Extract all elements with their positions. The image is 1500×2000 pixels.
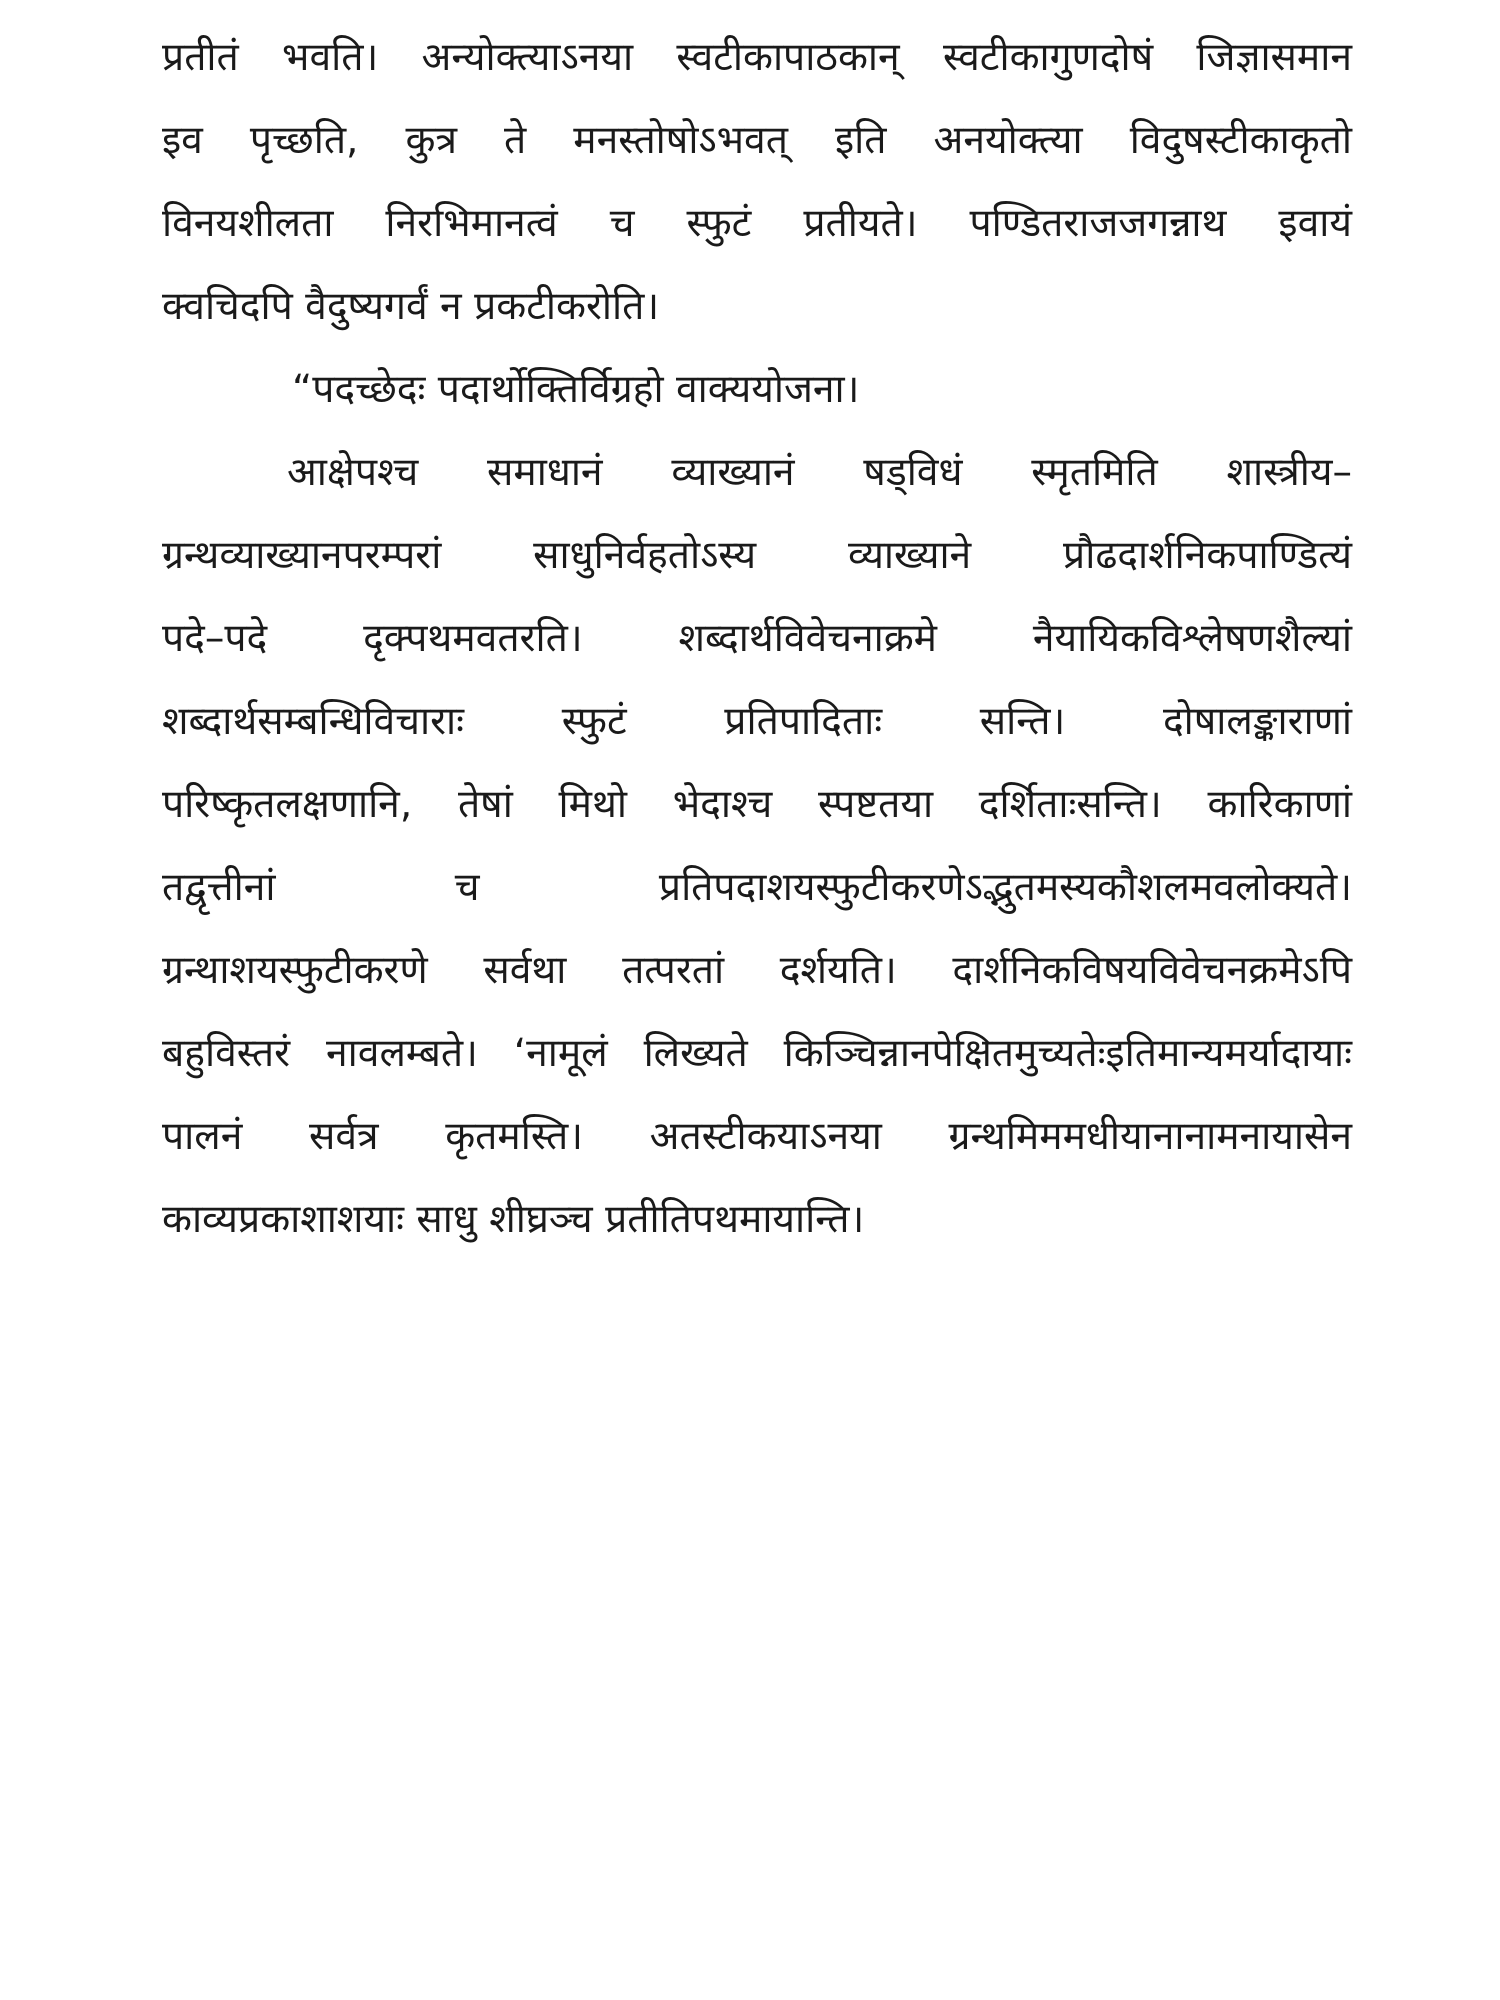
- paragraph-first-line: आक्षेपश्च समाधानं व्याख्यानं षड्विधं स्मृतमिति शास्त्रीय–: [287, 450, 1352, 495]
- text-line: ग्रन्थव्याख्यानपरम्परां साधुनिर्वहतोऽस्य व्याख्याने प्रौढदार्शनिकपाण्डित्यं: [162, 533, 1352, 578]
- text-line: परिष्कृतलक्षणानि, तेषां मिथो भेदाश्च स्पष्टतया दर्शिताःसन्ति। कारिकाणां: [162, 782, 1352, 827]
- text-line: शब्दार्थसम्बन्धिविचाराः स्फुटं प्रतिपादिताः सन्ति। दोषालङ्काराणां: [162, 699, 1352, 744]
- text-line: काव्यप्रकाशाशयाः साधु शीघ्रञ्च प्रतीतिपथमायान्ति।: [162, 1197, 865, 1242]
- text-line: विनयशीलता निरभिमानत्वं च स्फुटं प्रतीयते। पण्डितराजजगन्नाथ इवायं: [162, 201, 1352, 246]
- text-line: तद्वृत्तीनां च प्रतिपदाशयस्फुटीकरणेऽद्भुतमस्यकौशलमवलोक्यते।: [162, 865, 1352, 910]
- text-line: इव पृच्छति, कुत्र ते मनस्तोषोऽभवत् इति अनयोक्त्या विदुषस्टीकाकृतो: [162, 118, 1352, 163]
- text-line: पालनं सर्वत्र कृतमस्ति। अतस्टीकयाऽनया ग्रन्थमिममधीयानानामनायासेन: [162, 1114, 1352, 1159]
- text-line: पदे–पदे दृक्पथमवतरति। शब्दार्थविवेचनाक्रमे नैयायिकविश्लेषणशैल्यां: [162, 616, 1352, 661]
- text-line: क्वचिदपि वैदुष्यगर्वं न प्रकटीकरोति।: [162, 284, 660, 329]
- text-line: प्रतीतं भवति। अन्योक्त्याऽनया स्वटीकापाठकान् स्वटीकागुणदोषं जिज्ञासमान: [162, 35, 1352, 80]
- text-line: ग्रन्थाशयस्फुटीकरणे सर्वथा तत्परतां दर्शयति। दार्शनिकविषयविवेचनक्रमेऽपि: [162, 948, 1352, 993]
- verse-line: “पदच्छेदः पदार्थोक्तिर्विग्रहो वाक्ययोजना।: [292, 367, 860, 412]
- text-line: बहुविस्तरं नावलम्बते। ‘नामूलं लिख्यते किञ्चिन्नानपेक्षितमुच्यतेःइतिमान्यमर्यादायाः: [162, 1031, 1352, 1076]
